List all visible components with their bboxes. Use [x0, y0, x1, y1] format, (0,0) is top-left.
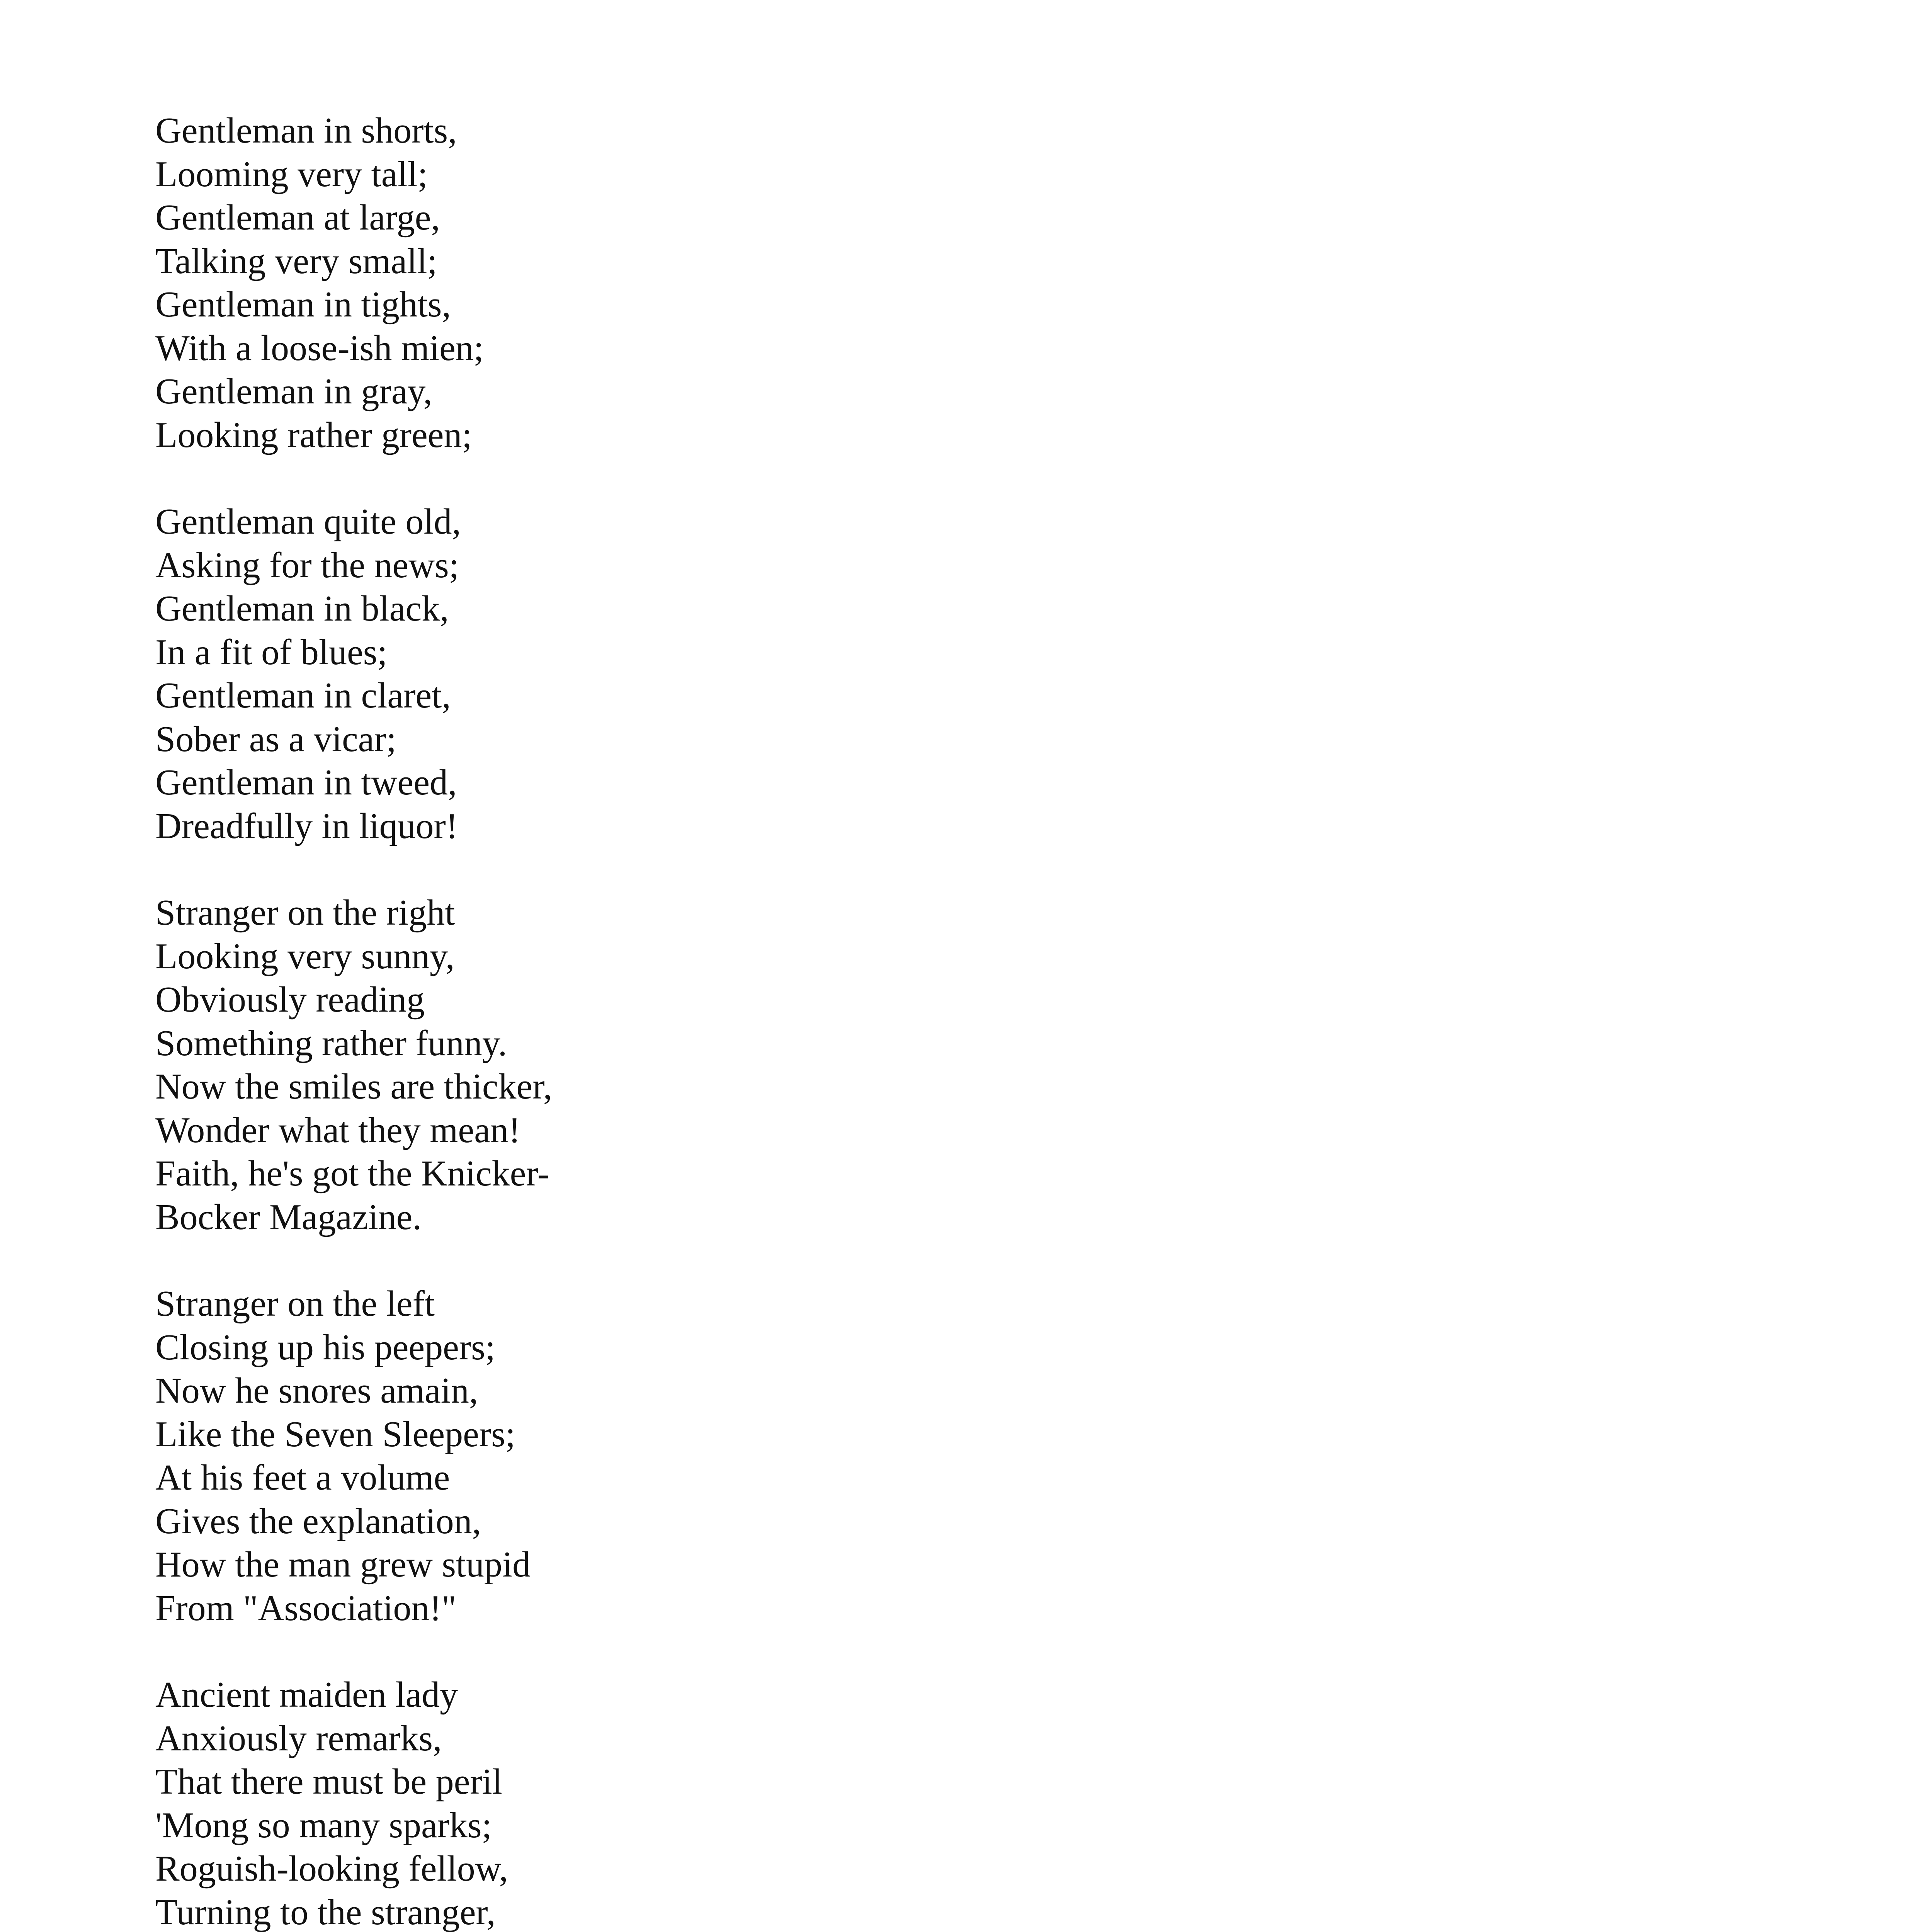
poem-line: Stranger on the left — [155, 1284, 435, 1324]
poem-line: Talking very small; — [155, 241, 437, 281]
poem-line: Gentleman at large, — [155, 197, 440, 238]
poem-line: Gentleman in tweed, — [155, 762, 457, 803]
poem-line: Turning to the stranger, — [155, 1892, 496, 1932]
poem-line: Asking for the news; — [155, 545, 459, 585]
poem-line: Roguish-looking fellow, — [155, 1849, 508, 1889]
poem-line: Gentleman in shorts, — [155, 111, 457, 151]
poem-line: Looking very sunny, — [155, 936, 455, 976]
stanza-5 — [155, 1673, 1315, 1932]
poem-line: Obviously reading — [155, 980, 425, 1020]
poem-line: Now he snores amain, — [155, 1371, 478, 1411]
poem-line: That there must be peril — [155, 1762, 502, 1802]
poem-line: Closing up his peepers; — [155, 1327, 495, 1367]
poem-line: Sober as a vicar; — [155, 719, 396, 759]
poem-line: Gentleman quite old, — [155, 502, 461, 542]
poem-line: Faith, he's got the Knicker- — [155, 1153, 550, 1194]
stanza-3 — [155, 891, 1315, 1239]
poem-line: Bocker Magazine. — [155, 1197, 422, 1237]
poem-line: 'Mong so many sparks; — [155, 1805, 492, 1845]
poem-line: Dreadfully in liquor! — [155, 806, 458, 846]
poem-line: In a fit of blues; — [155, 632, 388, 672]
poem-body — [155, 109, 1315, 1932]
poem-line: Looking rather green; — [155, 415, 472, 455]
poem-line: At his feet a volume — [155, 1458, 450, 1498]
stanza-2 — [155, 500, 1315, 848]
poem-line: Something rather funny. — [155, 1023, 507, 1063]
poem-line: Like the Seven Sleepers; — [155, 1414, 515, 1454]
poem-line: Gives the explanation, — [155, 1501, 481, 1541]
poem-line: Gentleman in claret, — [155, 675, 451, 716]
poem-line: From "Association!" — [155, 1588, 457, 1628]
poem-line: Wonder what they mean! — [155, 1110, 521, 1150]
poem-line: With a loose-ish mien; — [155, 328, 484, 368]
poem-line: Ancient maiden lady — [155, 1675, 458, 1715]
poem-line: Gentleman in tights, — [155, 284, 451, 325]
poem-line: Gentleman in black, — [155, 588, 449, 629]
poem-line: Anxiously remarks, — [155, 1718, 442, 1759]
poem-line: Stranger on the right — [155, 893, 455, 933]
stanza-1 — [155, 109, 1315, 457]
poem-line: How the man grew stupid — [155, 1544, 531, 1585]
poem-line: Looming very tall; — [155, 154, 428, 194]
poem-line: Gentleman in gray, — [155, 371, 432, 412]
poem-line: Now the smiles are thicker, — [155, 1066, 553, 1107]
stanza-4 — [155, 1282, 1315, 1630]
